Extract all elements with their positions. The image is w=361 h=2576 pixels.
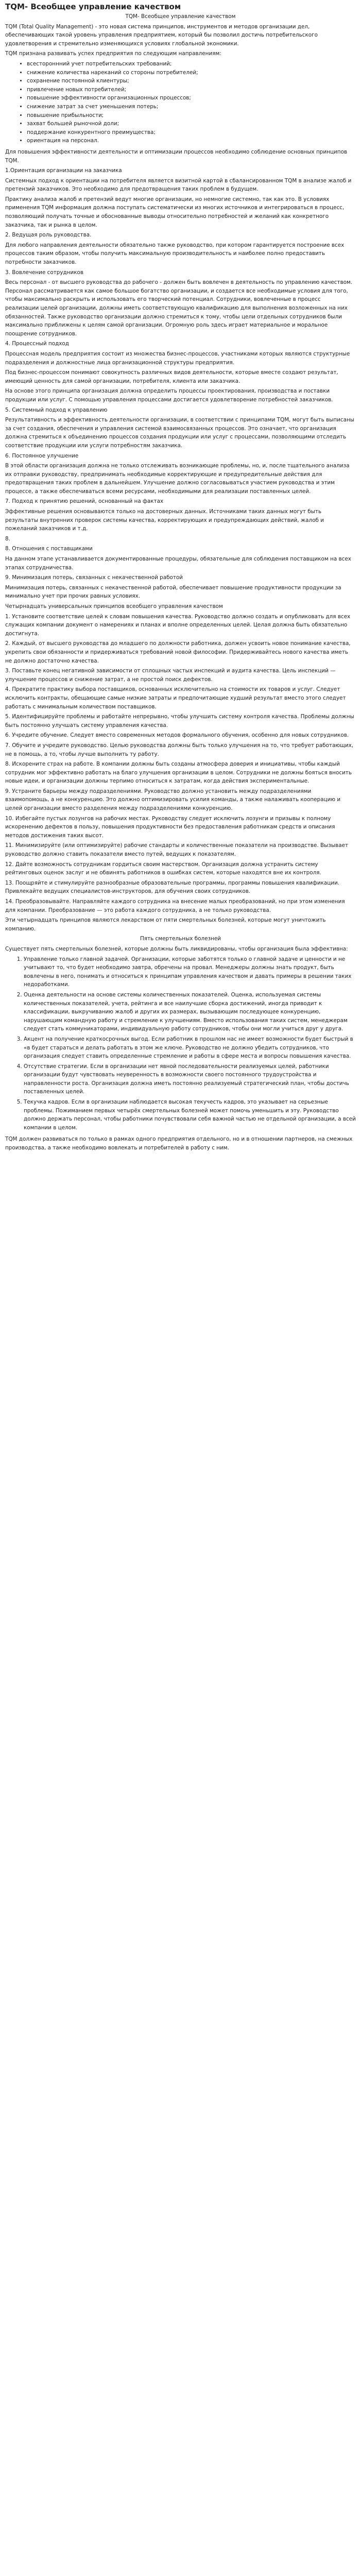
paragraph: 7. Подход к принятию решений, основанный на фактах: [5, 498, 164, 505]
document-body: [5, 12, 356, 954]
paragraph: 11. Минимизируйте (или оптимизируйте) рабочие стандарты и количественные показатели на производстве. Вызывает руководство должно ставить показатели вместо путей, ведущих к показателям.: [5, 842, 349, 858]
paragraph: 8. Искорените страх на работе. В компании должны быть созданы атмосфера доверия и инициативы, чтобы каждый сотрудник мог эффективно работать на благо улучшения организации в целом. Сотрудники не должны бояться вносить новые идеи, и организации должны терпимо относиться к затратам, когда действия экспериментальные.: [5, 761, 352, 785]
paragraph: Системных подход к ориентации на потребителя является визитной картой в сбалансированном TQM в анализе жалоб и претензий заказчиков. Это необходимо для предотвращения таких проблем в будущем.: [5, 177, 352, 193]
paragraph: 4. Прекратите практику выбора поставщиков, основанных исключительно на стоимости их товаров и услуг. Следует исключить контракты, обещающие самые низкие затраты и предпочитающие худший результат вместо этого следует работать с минимальным количеством поставщиков.: [5, 686, 346, 710]
paragraph: 7. Обучите и учредите руководство. Целью руководства должны быть только улучшения на то, что требует работающих, не в помощь, а то, чтобы лучше выполнить ту работу.: [5, 742, 354, 757]
paragraph: Процессная модель предприятия состоит из множества бизнес-процессов, участниками которых являются структурные подразделения и должностные лица организационной структуры предприятия.: [5, 350, 350, 366]
page-title: TQM- Всеобщее управление качеством: [5, 2, 181, 11]
list-item: • повышение эффективности организационных процессов;: [27, 94, 356, 103]
paragraph: Практику анализа жалоб и претензий ведут многие организации, но немногие системно, так как это. В условиях применения TQM информация должна поступать систематически из многих источников и интегрироваться в процесс, позволяющий получать точные и обоснованные выводы относительно потребностей и желаний как конкретного заказчика, так и рынка в целом.: [5, 196, 345, 228]
paragraph: Минимизация потерь, связанных с некачественной работой, обеспечивает повышение продуктивности продукции за минимально учет при прочих равных условиях.: [5, 584, 341, 600]
list-item: • снижение затрат за счет уменьшения потерь;: [27, 103, 356, 111]
paragraph: Под бизнес-процессом понимают совокупность различных видов деятельности, которые вместе создают результат, имеющий ценность для самой организации, потребителя, клиента или заказчика.: [5, 369, 338, 384]
paragraph: TQM признана развивать успех предприятия по следующим направлениям:: [5, 50, 221, 57]
paragraph: 6. Учредите обучение. Следует вместо современных методов формального обучения, особенно для новых сотрудников.: [5, 732, 349, 739]
paragraph: Для повышения эффективности деятельности и оптимизации процессов необходимо соблюдение основных принципов TQM.: [5, 148, 348, 164]
paragraph: 10. Избегайте пустых лозунгов на рабочих местах. Руководству следует исключить лозунги и призывы к полному искоренению дефектов в пользу, повышения продуктивности без предоставления работникам средств и описания методов достижения таких высот.: [5, 815, 335, 839]
disease-item: 4. Отсутствие стратегии. Если в организации нет явной последовательности реализуемых целей, работники организации будут чувствовать неуверенность в возможности своего постоянного трудоустройства и направленности роста. Организация должна иметь постоянно реализуемый стратегический план, чтобы достичь поставленных целей.: [24, 1062, 356, 1096]
document: [0, 0, 361, 1157]
paragraph: 1.Ориентация организации на заказчика: [5, 167, 122, 174]
paragraph: 3. Вовлечение сотрудников: [5, 269, 83, 276]
paragraph: Весь персонал - от высшего руководства до рабочего - должен быть вовлечен в деятельность по управлению качеством. Персонал рассматривается как самое большое богатство организации, и создается все необходимые условия для того, чтобы максимально раскрыть и использовать его творческий потенциал. Сотрудники, вовлеченные в процесс реализации целей организации, должны иметь соответствующую квалификацию для выполнения возложенных на них обязанностей. Также руководство организации должно стремиться к тому, чтобы цели отдельных сотрудников были максимально приближены к целям самой организации. Огромную роль здесь играет материальное и моральное поощрение сотрудников.: [5, 279, 353, 337]
disease-item: 5. Текучка кадров. Если в организации наблюдается высокая текучесть кадров, это указывает на серьезные проблемы. Пожиманием первых четырёх смертельных болезней может помочь уменьшить и эту. Руководство должно держать персонал, чтобы работники почувствовали себя важной частью не отдельной организации, а всей компании в целом.: [24, 1098, 356, 1132]
paragraph: 9. Минимизация потерь, связанных с некачественной работой: [5, 574, 183, 581]
paragraph: TQM (Total Quality Management) - это новая система принципов, инструментов и методов организации дел, обеспечивающих такой уровень управления предприятием, который бы позволил достичь потребительского удовлетворения и стремительно изменяющихся условиях глобальной экономики.: [5, 23, 318, 47]
list-item: • повышение прибыльности;: [27, 111, 356, 120]
list-item: • поддержание конкурентного преимущества;: [27, 128, 356, 137]
list-item: • привлечение новых потребителей;: [27, 86, 356, 94]
paragraph: На данном этапе устанавливается документированные процедуры, обязательные для соблюдения поставщиком на всех этапах сотрудничества.: [5, 556, 351, 571]
list-item: • ориентация на персонал.: [27, 137, 356, 145]
paragraph: 13. Поощряйте и стимулируйте разнообразные образовательные программы, программы повышения квалификации. Привлекайте ведущих специалистов-инструкторов, для обучения своих сотрудников.: [5, 879, 340, 895]
diseases-list: [5, 955, 356, 1132]
paragraph: Четырнадцать универсальных принципов всеобщего управления качеством: [5, 603, 223, 609]
paragraph: Существует пять смертельных болезней, которые должны быть ликвидированы, чтобы организация была эффективна:: [5, 945, 348, 952]
paragraph: Эти четырнадцать принципов являются лекарством от пяти смертельных болезней, которые могут уничтожить компанию.: [5, 917, 326, 932]
paragraph: 14. Преобразовывайте. Направляйте каждого сотрудника на внесение малых преобразований, но при этом изменения для компании. Преобразование — это работа каждого сотрудника, а не только руководства.: [5, 899, 345, 913]
closing-paragraph: TQM должен развиваться по только в рамках одного предприятия отдельного, но и в отношении партнеров, на смежных производства, а также необходимо вовлекать и потребителей в работу с ним.: [5, 1136, 353, 1151]
paragraph: 2. Каждый, от высшего руководства до младшего по должности работника, должен усвоить новое понимание качества, укрепить свои обязанности и придерживаться требований новой философии. Придерживайтесь нового качества иметь не должно достаточно качества.: [5, 640, 351, 664]
paragraph: 9. Устраните барьеры между подразделениями. Руководство должно установить между подразделениями взаимопомощь, а не конкуренцию. Это должно оптимизировать усилия команды, а также налаживать кооперацию и целей организации вместо разделения между подразделениями конкуренцию.: [5, 788, 341, 812]
paragraph: 8. Отношения с поставщиками: [5, 546, 93, 552]
disease-item: 1. Управление только главной задачей. Организации, которые заботятся только о главной задаче и ценности и не учитывают то, что будет необходимо завтра, обречены на провал. Менеджеры должны знать продукт, быть вовлечены в него, понимать и относиться к принципам управления качеством и давать примеры в решении таких недоработками.: [24, 955, 356, 989]
list-item: • захват большей рыночной доли;: [27, 120, 356, 128]
paragraph: 1. Установите соответствие целей к словам повышения качества. Руководство должно создать и опубликовать для всех служащих компании документ о намерениях и планах и вполне определенных целей. Целая должна быть обязательно достигнута.: [5, 613, 351, 637]
disease-item: 2. Оценка деятельности на основе системы количественных показателей. Оценка, используемая системы количественных показателей, учета, рейтинга и все наилучшие сборка достижений, иногда приводит к классификации, выкручиванию жалоб и других их размерах, вызывающим последующее конкуренцию, нарушающим командную работу и стремление к улучшениям. Вместо использования таких систем, менеджерам следует стать коммуникаторами, индивидуальную работу сотрудников, чтобы они могли учиться друг у друга.: [24, 991, 356, 1033]
paragraph: Пять смертельных болезней: [140, 936, 221, 942]
paragraph: На основе этого принципа организация должна определить процессы проектирования, производства и поставки продукции или услуг. С помощью управления процессами достигается удовлетворение потребностей заказчиков.: [5, 388, 333, 403]
disease-item: 3. Акцент на получение краткосрочных выгод. Если работник в прошлом нас не имеет возможности будет быстрый в «в будет стараться и делать работать в этом же ключе. Руководство не должно убедить сотрудников, что организация следует ставить определенные стремление и работы в сфере места и вопросы повышения качества.: [24, 1035, 356, 1061]
paragraph: 4. Процессный подход: [5, 341, 69, 347]
requirements-list: [5, 60, 356, 145]
paragraph: 8.: [5, 535, 10, 542]
paragraph: 3. Поставьте конец негативной зависимости от сплошных частых инспекций и аудита качества. Цель инспекций — улучшение процессов и снижение затрат, а не простой поиск дефектов.: [5, 668, 336, 683]
paragraph: TQM- Всеобщее управление качеством: [125, 13, 236, 20]
paragraph: Для любого направления деятельности обязательно также руководство, при котором гарантируется построение всех процессов таким образом, чтобы получить максимальную производительность и наиболее полно предоставить потребности заказчиков.: [5, 242, 345, 266]
paragraph: Результативность и эффективность деятельности организации, в соответствии с принципами TQM, могут быть выписаны за счет создания, обеспечения и управления системой взаимосвязанных процессов. Это означает, что организация должна стремиться к объединению процессов создания продукции или услуг с процессами, позволяющими отследить соответствие продукции или услуги потребностям заказчика.: [5, 417, 354, 449]
paragraph: 12. Дайте возможность сотрудникам гордиться своим мастерством. Организация должна устранить систему рейтинговых оценок заслуг и не обвинять работников в ошибках систем, которые находятся вне их контроля.: [5, 861, 321, 876]
list-item: • снижение количества нареканий со стороны потребителей;: [27, 69, 356, 77]
paragraph: Эффективные решения основываются только на достоверных данных. Источниками таких данных могут быть результаты внутренних проверок системы качества, корректирующих и предупреждающих действий, жалоб и пожеланий заказчиков и т.д.: [5, 509, 324, 532]
list-item: • сохранение постоянной клиентуры;: [27, 77, 356, 86]
list-item: • всестороннний учет потребительских требований;: [27, 60, 356, 69]
paragraph: 2. Ведущая роль руководства.: [5, 232, 92, 239]
paragraph: 5. Идентифицируйте проблемы и работайте непрерывно, чтобы улучшить систему контроля качества. Проблемы должны быть постоянно улучшать систему управления качества.: [5, 714, 354, 728]
paragraph: В этой области организация должна не только отслеживать возникающие проблемы, но, и, после тщательного анализа их отправки руководству, предпринимать необходимые корректирующие и предупредительные действия для предотвращения таких проблем в дальнейшем. Улучшение должно согласовываться участием руководства и этим процессе, а также обеспечиваться всеми ресурсами, необходимыми для реализации поставленных целей.: [5, 463, 350, 495]
paragraph: 5. Системный подход к управлению: [5, 406, 108, 413]
paragraph: 6. Постоянное улучшение: [5, 452, 79, 459]
